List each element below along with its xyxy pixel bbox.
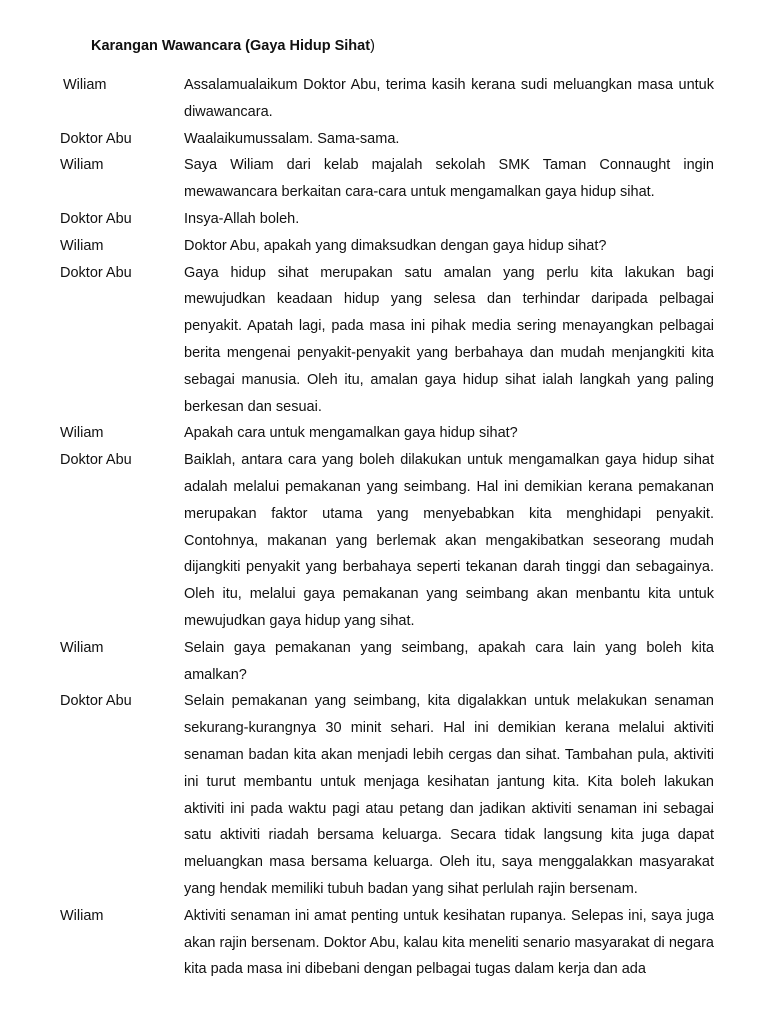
speech-text: Insya-Allah boleh. (184, 210, 300, 227)
dialogue-turn (60, 206, 714, 233)
dialogue-turn (60, 233, 714, 260)
speaker-name: Doktor Abu (60, 210, 132, 227)
dialogue-turn (60, 688, 714, 902)
speech-text: Waalaikumussalam. Sama-sama. (184, 130, 400, 147)
document-title-close: ) (370, 38, 375, 54)
speech-text: Aktiviti senaman ini amat penting untuk kesihatan rupanya. Selepas ini, saya juga akan rajin bersenam. Doktor Abu, kalau kita meneliti senario masyarakat di negara kita pada masa ini dibebani dengan pelbagai tugas dalam kerja dan ada (184, 907, 714, 978)
dialogue-turn (60, 126, 714, 153)
speaker-name: Wiliam (60, 157, 104, 174)
speech-text: Apakah cara untuk mengamalkan gaya hidup sihat? (184, 425, 518, 442)
dialogue-turn (60, 635, 714, 689)
speech-text: Selain gaya pemakanan yang seimbang, apakah cara lain yang boleh kita amalkan? (184, 639, 714, 683)
speech-text: Baiklah, antara cara yang boleh dilakukan untuk mengamalkan gaya hidup sihat adalah melalui pemakanan yang seimbang. Hal ini demikian kerana pemakanan merupakan faktor utama yang menyebabkan kita menghidapi penyakit. Contohnya, makanan yang berlemak akan mengakibatkan seseorang mudah dijangkiti penyakit yang berbahaya seperti tekanan darah tinggi dan sebagainya. Oleh itu, melalui gaya pemakanan yang seimbang akan menbantu kita untuk mewujudkan gaya hidup yang sihat. (184, 452, 714, 629)
speech-text: Gaya hidup sihat merupakan satu amalan yang perlu kita lakukan bagi mewujudkan keadaan hidup yang selesa dan terhindar daripada pelbagai penyakit. Apatah lagi, pada masa ini pihak media sering menayangkan pelbagai berita mengenai penyakit-penyakit yang berbahaya dan mudah menjangkiti kita sebagai manusia. Oleh itu, amalan gaya hidup sihat ialah langkah yang paling berkesan dan sesuai. (184, 264, 714, 415)
document-title (91, 36, 375, 56)
document-title-text: Karangan Wawancara (Gaya Hidup Sihat (91, 38, 371, 54)
speaker-name: Wiliam (63, 77, 107, 93)
dialogue-turn (60, 420, 714, 447)
dialogue-turn (60, 152, 714, 206)
speaker-name: Wiliam (60, 907, 104, 924)
speaker-name: Wiliam (60, 639, 104, 656)
interview-dialogue (60, 72, 714, 983)
speech-text: Doktor Abu, apakah yang dimaksudkan dengan gaya hidup sihat? (184, 237, 607, 254)
speaker-name: Doktor Abu (60, 130, 132, 147)
speaker-name: Doktor Abu (60, 452, 132, 469)
speaker-name: Wiliam (60, 425, 104, 442)
dialogue-turn (60, 72, 714, 126)
speech-text: Selain pemakanan yang seimbang, kita digalakkan untuk melakukan senaman sekurang-kurangnya 30 minit sehari. Hal ini demikian kerana melalui aktiviti senaman badan kita akan menjadi lebih cergas dan sihat. Tambahan pula, aktiviti ini turut membantu untuk menjaga kesihatan jantung kita. Kita boleh lakukan aktiviti ini pada waktu pagi atau petang dan jadikan aktiviti senaman ini sebagai satu aktiviti riadah bersama keluarga. Secara tidak langsung kita juga dapat meluangkan masa bersama keluarga. Oleh itu, saya menggalakkan masyarakat yang hendak memiliki tubuh badan yang sihat perlulah rajin bersenam. (184, 693, 714, 897)
dialogue-turn (60, 447, 714, 635)
speech-text: Saya Wiliam dari kelab majalah sekolah SMK Taman Connaught ingin mewawancara berkaitan cara-cara untuk mengamalkan gaya hidup sihat. (184, 157, 714, 201)
speaker-name: Doktor Abu (60, 693, 132, 710)
speech-text: Assalamualaikum Doktor Abu, terima kasih kerana sudi meluangkan masa untuk diwawancara. (184, 77, 714, 120)
dialogue-turn (60, 903, 714, 983)
speaker-name: Doktor Abu (60, 264, 132, 281)
speaker-name: Wiliam (60, 237, 104, 254)
dialogue-turn (60, 260, 714, 421)
